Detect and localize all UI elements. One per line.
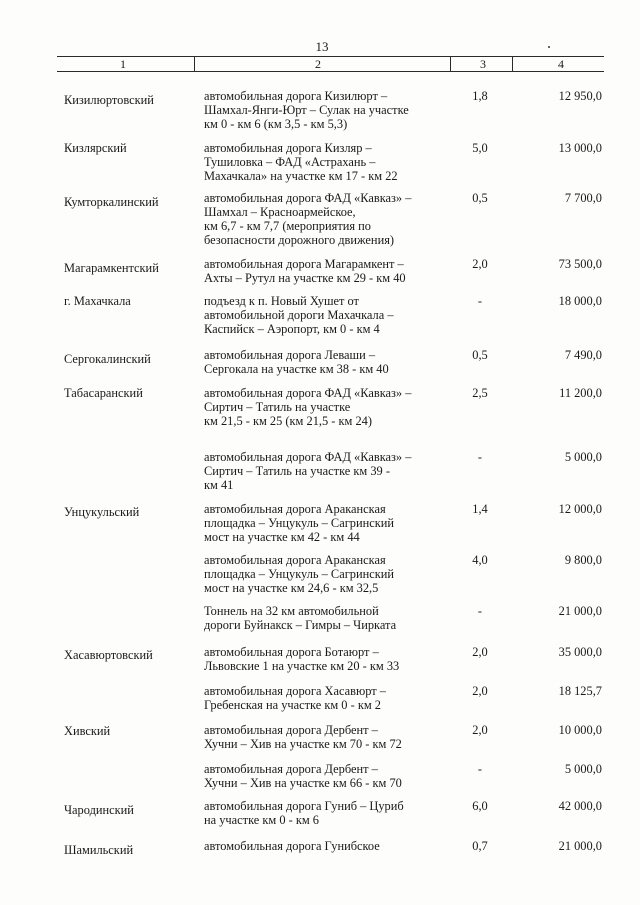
column-number-3: 3	[480, 57, 486, 71]
district-name: Сергокалинский	[64, 352, 151, 366]
road-description-line: автомобильная дорога Гунибское	[204, 839, 380, 853]
length-km: 2,0	[472, 723, 488, 737]
road-description	[204, 141, 456, 183]
district-name: Хивский	[64, 724, 111, 738]
length-km: 1,8	[472, 89, 488, 103]
district-name: Чародинский	[64, 803, 134, 817]
road-description	[204, 799, 456, 827]
district-name: Унцукульский	[64, 505, 140, 519]
header-bottom-rule	[57, 71, 604, 72]
road-description-line: автомобильная дорога Кизляр –	[204, 141, 372, 155]
cost-value: 18 000,0	[558, 294, 602, 308]
header-top-rule	[57, 56, 604, 57]
road-description-line: Сергокала на участке км 38 - км 40	[204, 362, 389, 376]
length-km: 2,5	[472, 386, 488, 400]
cost-value: 12 950,0	[558, 89, 602, 103]
road-description-line: безопасности дорожного движения)	[204, 233, 395, 247]
column-number-4: 4	[558, 57, 564, 71]
road-description-line: мост на участке км 24,6 - км 32,5	[204, 581, 379, 595]
length-km: -	[477, 294, 483, 308]
road-description	[204, 645, 456, 673]
road-description-line: автомобильная дорога Ботаюрт –	[204, 645, 379, 659]
length-km: 0,5	[472, 191, 488, 205]
cost-value: 11 200,0	[559, 386, 602, 400]
road-description-line: автомобильная дорога ФАД «Кавказ» –	[204, 450, 412, 464]
road-description-line: Львовские 1 на участке км 20 - км 33	[204, 659, 400, 673]
length-km: -	[477, 604, 483, 618]
road-description	[204, 604, 456, 632]
column-number-2: 2	[315, 57, 321, 71]
cost-value: 21 000,0	[558, 604, 602, 618]
road-description-line: Махачкала» на участке км 17 - км 22	[204, 169, 398, 183]
road-description	[204, 723, 456, 751]
road-description	[204, 191, 456, 247]
road-description-line: автомобильная дорога Магарамкент –	[204, 257, 404, 271]
column-number-1: 1	[120, 57, 126, 71]
road-description-line: Шамхал-Янги-Юрт – Сулак на участке	[204, 103, 409, 117]
road-description-line: автомобильная дорога ФАД «Кавказ» –	[204, 191, 412, 205]
road-description-line: дороги Буйнакск – Гимры – Чирката	[204, 618, 397, 632]
road-description-line: автомобильная дорога Араканская	[204, 553, 386, 567]
district-name: Табасаранский	[64, 386, 143, 400]
road-description-line: Шамхал – Красноармейское,	[204, 205, 356, 219]
road-description-line: автомобильная дорога Дербент –	[204, 723, 378, 737]
district-name: Магарамкентский	[64, 261, 159, 275]
road-description-line: подъезд к п. Новый Хушет от	[204, 294, 359, 308]
length-km: 1,4	[472, 502, 488, 516]
road-description-line: км 6,7 - км 7,7 (мероприятия по	[204, 219, 371, 233]
cost-value: 42 000,0	[558, 799, 602, 813]
road-description-line: площадка – Унцукуль – Сагринский	[204, 567, 395, 581]
district-name: г. Махачкала	[64, 294, 131, 308]
cost-value: 13 000,0	[558, 141, 602, 155]
road-description	[204, 348, 456, 376]
header-divider-2	[450, 56, 451, 72]
road-description	[204, 89, 456, 131]
road-description-line: автомобильная дорога Кизилюрт –	[204, 89, 388, 103]
district-name: Хасавюртовский	[64, 648, 153, 662]
road-description-line: мост на участке км 42 - км 44	[204, 530, 360, 544]
road-description	[204, 762, 456, 790]
road-description	[204, 450, 456, 492]
road-description-line: Сиртич – Татиль на участке км 39 -	[204, 464, 390, 478]
cost-value: 7 700,0	[564, 191, 602, 205]
length-km: 6,0	[472, 799, 488, 813]
cost-value: 18 125,7	[558, 684, 602, 698]
road-description-line: на участке км 0 - км 6	[204, 813, 320, 827]
length-km: 5,0	[472, 141, 488, 155]
length-km: 4,0	[472, 553, 488, 567]
length-km: -	[477, 450, 483, 464]
road-description-line: Тоннель на 32 км автомобильной	[204, 604, 379, 618]
scan-speck	[548, 46, 550, 48]
road-description-line: Ахты – Рутул на участке км 29 - км 40	[204, 271, 406, 285]
road-description-line: автомобильная дорога Араканская	[204, 502, 386, 516]
road-description-line: автомобильной дороги Махачкала –	[204, 308, 394, 322]
road-description-line: км 41	[204, 478, 234, 492]
cost-value: 9 800,0	[564, 553, 602, 567]
road-description-line: Хучни – Хив на участке км 66 - км 70	[204, 776, 402, 790]
road-description-line: км 0 - км 6 (км 3,5 - км 5,3)	[204, 117, 348, 131]
cost-value: 5 000,0	[564, 450, 602, 464]
cost-value: 21 000,0	[558, 839, 602, 853]
road-description-line: площадка – Унцукуль – Сагринский	[204, 516, 395, 530]
length-km: 2,0	[472, 645, 488, 659]
cost-value: 10 000,0	[558, 723, 602, 737]
page-number: 13	[315, 39, 329, 54]
length-km: 0,7	[472, 839, 488, 853]
road-description-line: км 21,5 - км 25 (км 21,5 - км 24)	[204, 414, 372, 428]
road-description-line: Сиртич – Татиль на участке	[204, 400, 351, 414]
road-description	[204, 684, 456, 712]
road-description	[204, 553, 456, 595]
district-name: Шамильский	[64, 843, 134, 857]
road-description-line: Тушиловка – ФАД «Астрахань –	[204, 155, 376, 169]
length-km: 2,0	[472, 684, 488, 698]
road-description	[204, 839, 456, 853]
cost-value: 35 000,0	[558, 645, 602, 659]
cost-value: 12 000,0	[558, 502, 602, 516]
road-description-line: автомобильная дорога Дербент –	[204, 762, 378, 776]
road-description-line: Каспийск – Аэропорт, км 0 - км 4	[204, 322, 380, 336]
district-name: Кизлярский	[64, 141, 127, 155]
cost-value: 7 490,0	[564, 348, 602, 362]
road-description-line: автомобильная дорога Хасавюрт –	[204, 684, 386, 698]
road-description	[204, 502, 456, 544]
cost-value: 73 500,0	[558, 257, 602, 271]
header-divider-1	[194, 56, 195, 72]
district-name: Кумторкалинский	[64, 195, 159, 209]
road-description-line: Гребенская на участке км 0 - км 2	[204, 698, 381, 712]
road-description-line: Хучни – Хив на участке км 70 - км 72	[204, 737, 402, 751]
road-description	[204, 294, 456, 336]
length-km: -	[477, 762, 483, 776]
cost-value: 5 000,0	[564, 762, 602, 776]
road-description	[204, 257, 456, 285]
road-description	[204, 386, 456, 428]
road-description-line: автомобильная дорога ФАД «Кавказ» –	[204, 386, 412, 400]
length-km: 0,5	[472, 348, 488, 362]
district-name: Кизилюртовский	[64, 93, 154, 107]
length-km: 2,0	[472, 257, 488, 271]
road-description-line: автомобильная дорога Леваши –	[204, 348, 376, 362]
header-divider-3	[512, 56, 513, 72]
road-description-line: автомобильная дорога Гуниб – Цуриб	[204, 799, 404, 813]
